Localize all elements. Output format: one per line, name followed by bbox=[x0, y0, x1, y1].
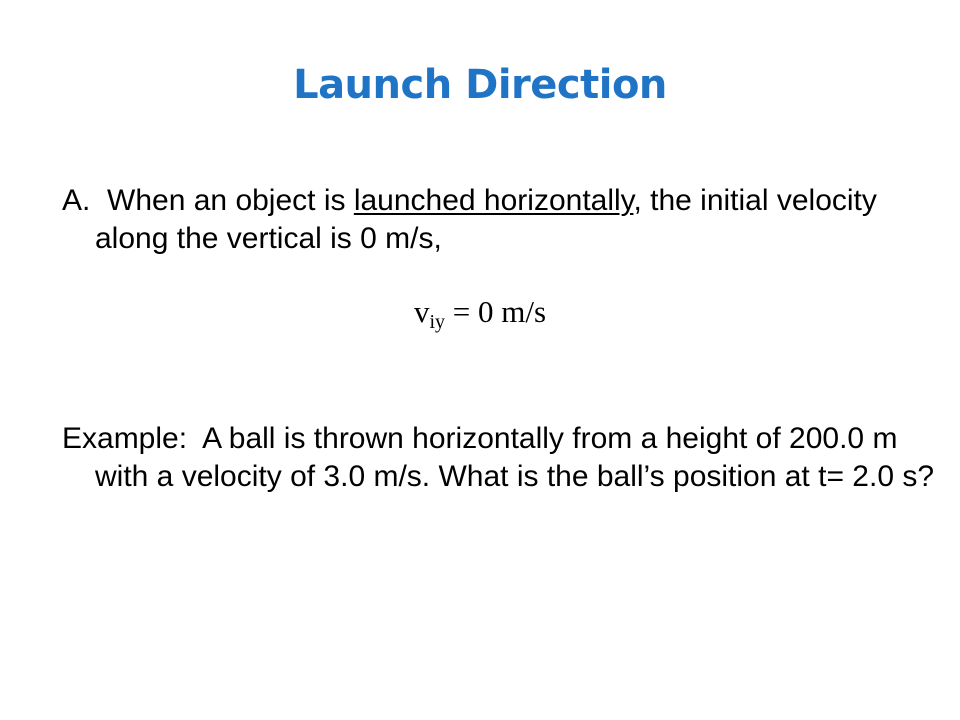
example-text: A ball is thrown horizontally from a height of 200.0 m with a velocity of 3.0 m/s. What is the ball’s position at t= 2.0 s? bbox=[95, 422, 935, 493]
point-a-text-after: , the initial velocity along the vertical is 0 m/s, bbox=[95, 184, 877, 255]
equation-subscript: iy bbox=[429, 311, 446, 333]
velocity-equation bbox=[0, 294, 960, 333]
equation-variable: v bbox=[413, 294, 430, 329]
example-paragraph bbox=[62, 420, 955, 496]
point-a-paragraph bbox=[62, 182, 955, 258]
equation-rhs: = 0 m/s bbox=[445, 294, 547, 329]
point-a-marker: A. bbox=[62, 184, 91, 217]
point-a-text-before: When an object is bbox=[107, 184, 354, 217]
slide-title: Launch Direction bbox=[293, 62, 667, 108]
point-a-underlined-phrase: launched horizontally bbox=[353, 184, 634, 217]
example-label: Example: bbox=[62, 422, 188, 455]
